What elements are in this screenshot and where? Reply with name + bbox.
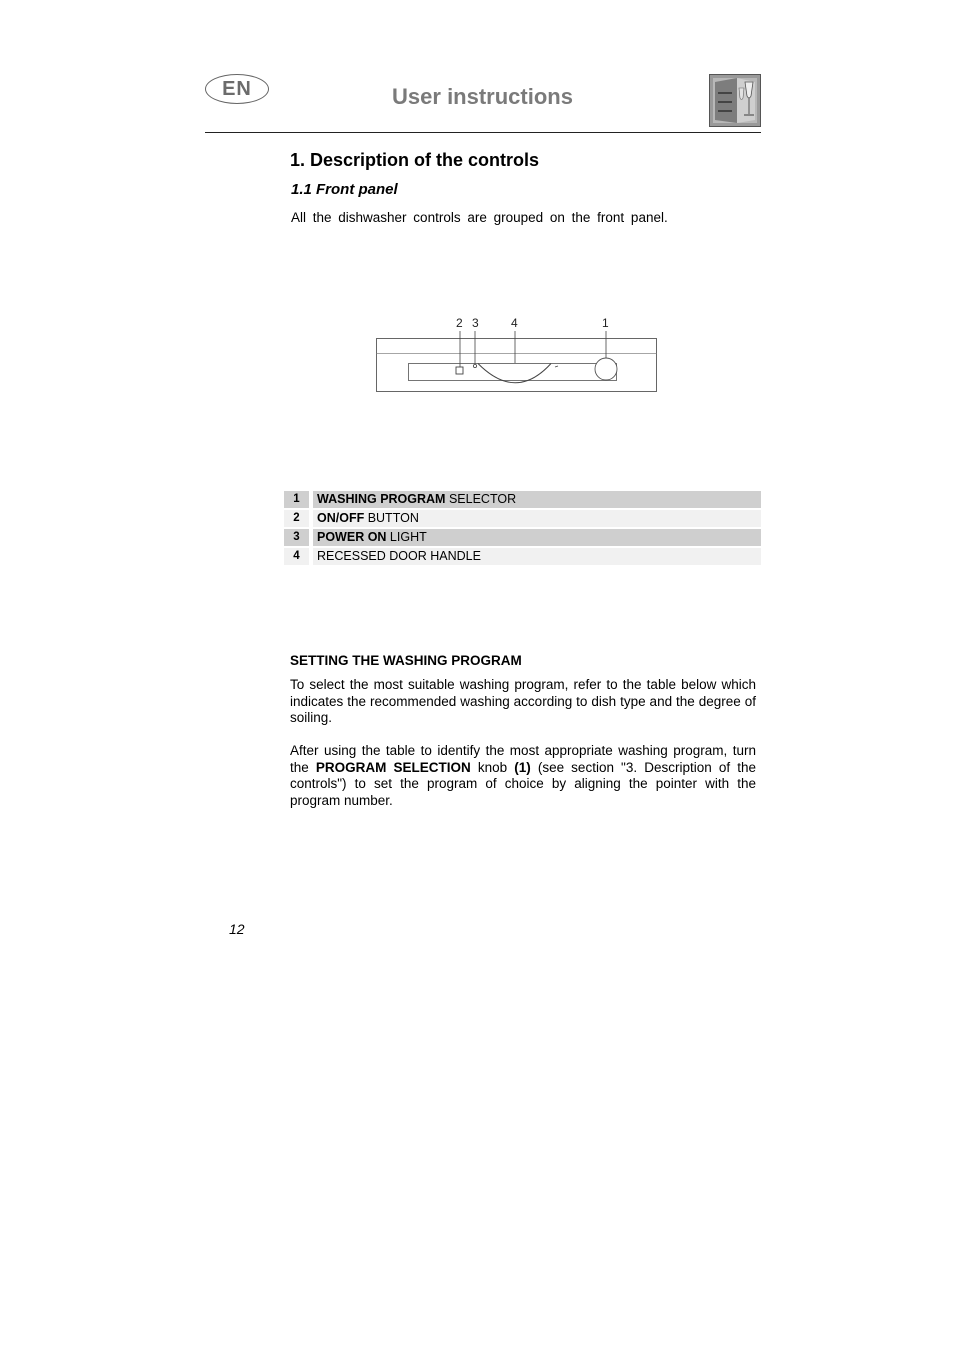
on-off-button-shape — [456, 367, 463, 374]
section-title: 1. Description of the controls — [290, 150, 540, 170]
washing-program-paragraph-1: To select the most suitable washing program, refer to the table below which indicates the recommended washing according to dish type and the degree of soiling. — [290, 677, 756, 725]
washing-program-paragraph-2: After using the table to identify the most appropriate washing program, turn the PROGRAM SELECTION knob (1) (see section "3. Description of the controls") to set the program of choice by aligning the pointer with the program number. — [290, 743, 756, 808]
legend-number: 2 — [284, 510, 309, 527]
callout-4: 4 — [511, 316, 518, 330]
page-number: 12 — [229, 921, 245, 937]
legend-description: WASHING PROGRAM SELECTOR — [313, 491, 761, 508]
header-divider — [205, 132, 761, 133]
language-code: EN — [222, 77, 252, 100]
washing-program-heading: SETTING THE WASHING PROGRAM — [290, 653, 522, 668]
legend-row — [284, 529, 761, 546]
legend-row — [284, 510, 761, 527]
subsection-title: 1.1 Front panel — [291, 181, 398, 198]
language-badge — [205, 74, 269, 104]
selector-knob-shape — [595, 358, 617, 380]
page-title: User instructions — [392, 84, 573, 109]
legend-row — [284, 548, 761, 565]
controls-legend-table — [284, 491, 761, 567]
callout-1: 1 — [602, 316, 609, 330]
power-light-shape — [473, 364, 476, 367]
legend-row — [284, 491, 761, 508]
legend-description: ON/OFF BUTTON — [313, 510, 761, 527]
door-handle-shape — [478, 364, 551, 383]
legend-number: 3 — [284, 529, 309, 546]
front-panel-diagram — [370, 310, 662, 400]
callout-2: 2 — [456, 316, 463, 330]
control-strip — [409, 364, 617, 381]
legend-description: POWER ON LIGHT — [313, 529, 761, 546]
callout-3: 3 — [472, 316, 479, 330]
dishwasher-glasses-icon — [709, 74, 761, 127]
legend-description: RECESSED DOOR HANDLE — [313, 548, 761, 565]
legend-number: 4 — [284, 548, 309, 565]
legend-number: 1 — [284, 491, 309, 508]
intro-paragraph: All the dishwasher controls are grouped on the front panel. — [291, 210, 668, 225]
